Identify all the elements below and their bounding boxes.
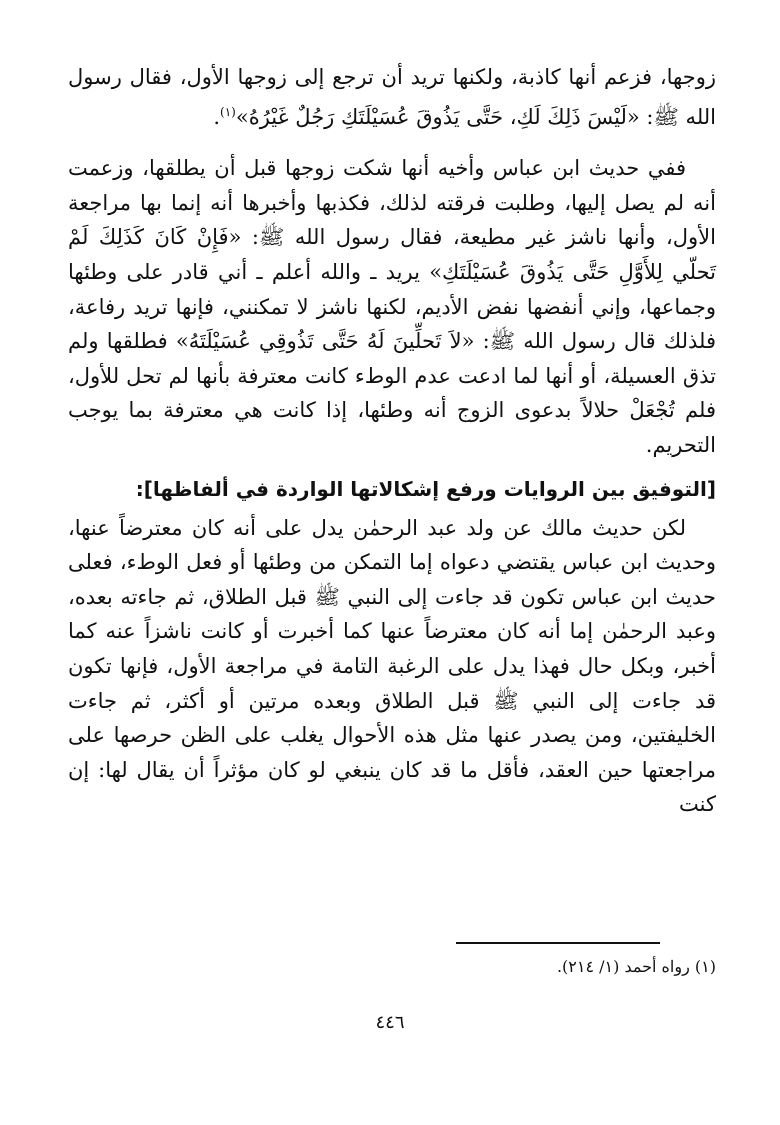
paragraph-1-end: . — [213, 104, 221, 129]
paragraph-2: ففي حديث ابن عباس وأخيه أنها شكت زوجها قبل أن يطلقها، وزعمت أنه لم يصل إليها، وطلبت فرقته لذلك، فكذبها وأخبرها أنه إنما بها مراجعة الأول، وأنها ناشز غير مطيعة، فقال رسول الله ﷺ: «فَإِنْ كَانَ كَذَلِكَ لَمْ تَحلّي لِلأَوَّلِ حَتَّى يَذُوقَ عُسَيْلَتَكِ» يريد ـ والله أعلم ـ أني قادر على وطئها وجماعها، وإني أنفضها نفض الأديم، لكنها ناشز لا تمكنني، فإنها تريد رفاعة، فلذلك قال رسول الله ﷺ: «لاَ تَحلِّينَ لَهُ حَتَّى تَذُوقِي عُسَيْلَتَهُ» فطلقها ولم تذق العسيلة، أو أنها لما ادعت عدم الوطء كانت معترفة بأنها لم تحل للأول، فلم تُجْعَلْ حلالاً بدعوى الزوج أنه وطئها، إذا كانت هي معترفة بما يوجب التحريم. — [68, 156, 716, 457]
footnote-ref: (١) — [220, 104, 236, 119]
section-heading: [التوفيق بين الروايات ورفع إشكالاتها الواردة في ألفاظها]: — [135, 476, 716, 501]
footnote: (١) رواه أحمد (١/ ٢١٤). — [556, 957, 716, 976]
paragraph-gap — [68, 134, 716, 151]
paragraph-1-text: زوجها، فزعم أنها كاذبة، ولكنها تريد أن ترجع إلى زوجها الأول، فقال رسول الله ﷺ: «لَيْسَ ذَلِكَ لَكِ، حَتَّى يَذُوقَ عُسَيْلَتَكِ رَجُلٌ غَيْرُهُ» — [68, 65, 716, 129]
main-text — [68, 60, 716, 822]
footnote-divider — [456, 942, 660, 944]
paragraph-3: لكن حديث مالك عن ولد عبد الرحمٰن يدل على أنه كان معترضاً عنها، وحديث ابن عباس يقتضي دعواه إما التمكن من وطئها أو فعل الوطء، فعلى حديث ابن عباس تكون قد جاءت إلى النبي ﷺ قبل الطلاق، ثم جاءته بعده، وعبد الرحمٰن إما أنه كان معترضاً عنها كما أخبرت أو كانت ناشزاً عنه كما أخبر، وبكل حال فهذا يدل على الرغبة التامة في مراجعة الأول، فإنها تكون قد جاءت إلى النبي ﷺ قبل الطلاق وبعده مرتين أو أكثر، ثم جاءت الخليفتين، ومن يصدر عنها مثل هذه الأحوال يغلب على الظن حرصها على مراجعتها حين العقد، فأقل ما قد كان ينبغي لو كان مؤثراً أن يقال لها: إن كنت — [68, 515, 716, 817]
paragraph-1 — [68, 60, 716, 134]
page-number: ٤٤٦ — [375, 1012, 405, 1033]
